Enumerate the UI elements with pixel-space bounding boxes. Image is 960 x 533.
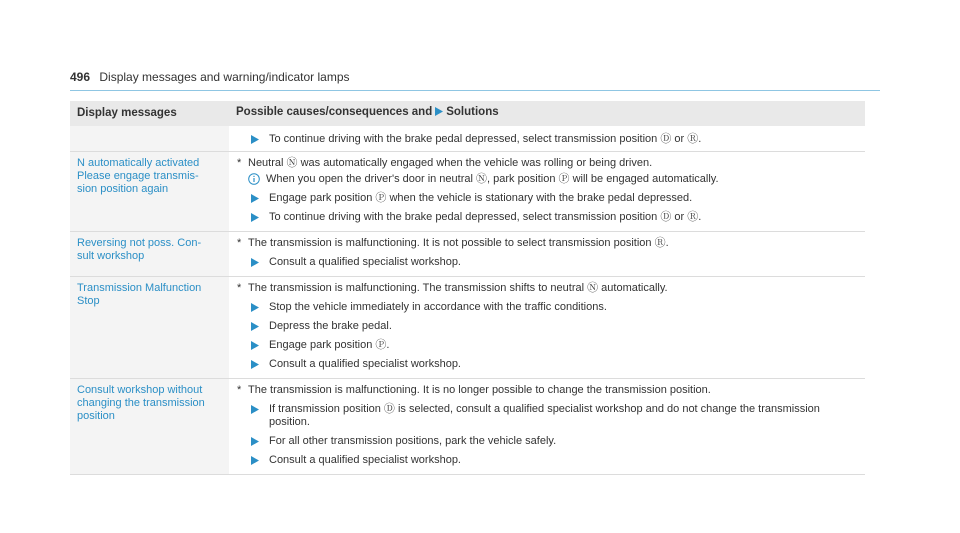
causes-solutions-cell — [229, 126, 865, 152]
play-arrow-icon — [251, 435, 264, 448]
display-message-text: Transmission Malfunction Stop — [77, 282, 202, 307]
cause-text: Neutral Ⓝ was automatically engaged when the vehicle was rolling or being driven. — [248, 157, 653, 169]
table-row — [70, 152, 865, 232]
play-arrow-icon — [251, 133, 264, 146]
cause-asterisk: * — [237, 384, 242, 396]
column-header-causes-solutions — [229, 101, 865, 126]
solution-text: Engage park position Ⓟ. — [269, 339, 390, 351]
column-header-solutions: Solutions — [446, 106, 499, 118]
play-arrow-icon — [251, 192, 264, 205]
play-arrow-icon — [251, 454, 264, 467]
solution-text: Depress the brake pedal. — [269, 320, 392, 332]
table-row — [70, 232, 865, 277]
message-cell — [70, 379, 229, 475]
table-header-row — [70, 101, 865, 126]
play-arrow-icon — [251, 403, 264, 429]
header-divider — [70, 90, 880, 91]
table-row — [70, 277, 865, 379]
table-row — [70, 379, 865, 475]
play-arrow-icon — [251, 301, 264, 314]
solution-step — [269, 435, 859, 448]
causes-solutions-cell — [229, 152, 865, 232]
solution-step — [269, 256, 859, 269]
column-header-display-messages: Display messages — [70, 101, 229, 126]
cause-item — [237, 237, 859, 250]
display-messages-table — [70, 101, 865, 475]
cause-text: The transmission is malfunctioning. It is no longer possible to change the transmission position. — [248, 384, 711, 396]
info-note-text: When you open the driver's door in neutral Ⓝ, park position Ⓟ will be engaged automatically. — [266, 173, 719, 185]
solution-step — [269, 339, 859, 352]
causes-solutions-cell — [229, 232, 865, 277]
page-header — [70, 70, 880, 84]
solution-text: To continue driving with the brake pedal depressed, select transmission position Ⓓ or Ⓡ. — [269, 133, 702, 145]
solution-text: Consult a qualified specialist workshop. — [269, 256, 461, 268]
solution-step — [269, 358, 859, 371]
solution-step — [269, 192, 859, 205]
cause-asterisk: * — [237, 157, 242, 169]
info-note — [248, 173, 859, 186]
cause-text: The transmission is malfunctioning. It is not possible to select transmission position Ⓡ. — [248, 237, 669, 249]
solution-text: Consult a qualified specialist workshop. — [269, 358, 461, 370]
solution-step — [269, 403, 859, 429]
message-cell — [70, 152, 229, 232]
play-arrow-icon — [251, 339, 264, 352]
message-cell — [70, 126, 229, 152]
causes-solutions-cell — [229, 379, 865, 475]
message-cell — [70, 232, 229, 277]
solution-text: If transmission position Ⓓ is selected, consult a qualified specialist workshop and do not change the transmission position. — [269, 403, 820, 428]
solution-step — [269, 454, 859, 467]
display-message-text: Reversing not poss. Con- sult workshop — [77, 237, 202, 262]
solution-step — [269, 133, 859, 146]
solution-step — [269, 301, 859, 314]
solution-text: Consult a qualified specialist workshop. — [269, 454, 461, 466]
cause-item — [237, 157, 859, 170]
solution-text: For all other transmission positions, park the vehicle safely. — [269, 435, 557, 447]
play-arrow-icon — [251, 256, 264, 269]
solution-text: Stop the vehicle immediately in accordance with the traffic conditions. — [269, 301, 607, 313]
cause-asterisk: * — [237, 282, 242, 294]
cause-text: The transmission is malfunctioning. The transmission shifts to neutral Ⓝ automatically. — [248, 282, 668, 294]
play-arrow-icon — [251, 211, 264, 224]
info-icon — [248, 173, 260, 185]
play-arrow-icon — [251, 320, 264, 333]
page-number: 496 — [70, 70, 91, 84]
causes-solutions-cell — [229, 277, 865, 379]
message-cell — [70, 277, 229, 379]
solution-step — [269, 320, 859, 333]
cause-item — [237, 384, 859, 397]
display-message-text: N automatically activated Please engage transmis- sion position again — [77, 157, 200, 195]
play-arrow-icon — [251, 358, 264, 371]
solution-text: Engage park position Ⓟ when the vehicle is stationary with the brake pedal depressed. — [269, 192, 693, 204]
display-message-text: Consult workshop without changing the transmission position — [77, 384, 205, 422]
page-title: Display messages and warning/indicator lamps — [99, 70, 350, 84]
play-arrow-icon — [435, 107, 443, 120]
cause-item — [237, 282, 859, 295]
table-row — [70, 126, 865, 152]
solution-step — [269, 211, 859, 224]
cause-asterisk: * — [237, 237, 242, 249]
solution-text: To continue driving with the brake pedal depressed, select transmission position Ⓓ or Ⓡ. — [269, 211, 702, 223]
column-header-causes: Possible causes/consequences and — [236, 106, 433, 118]
